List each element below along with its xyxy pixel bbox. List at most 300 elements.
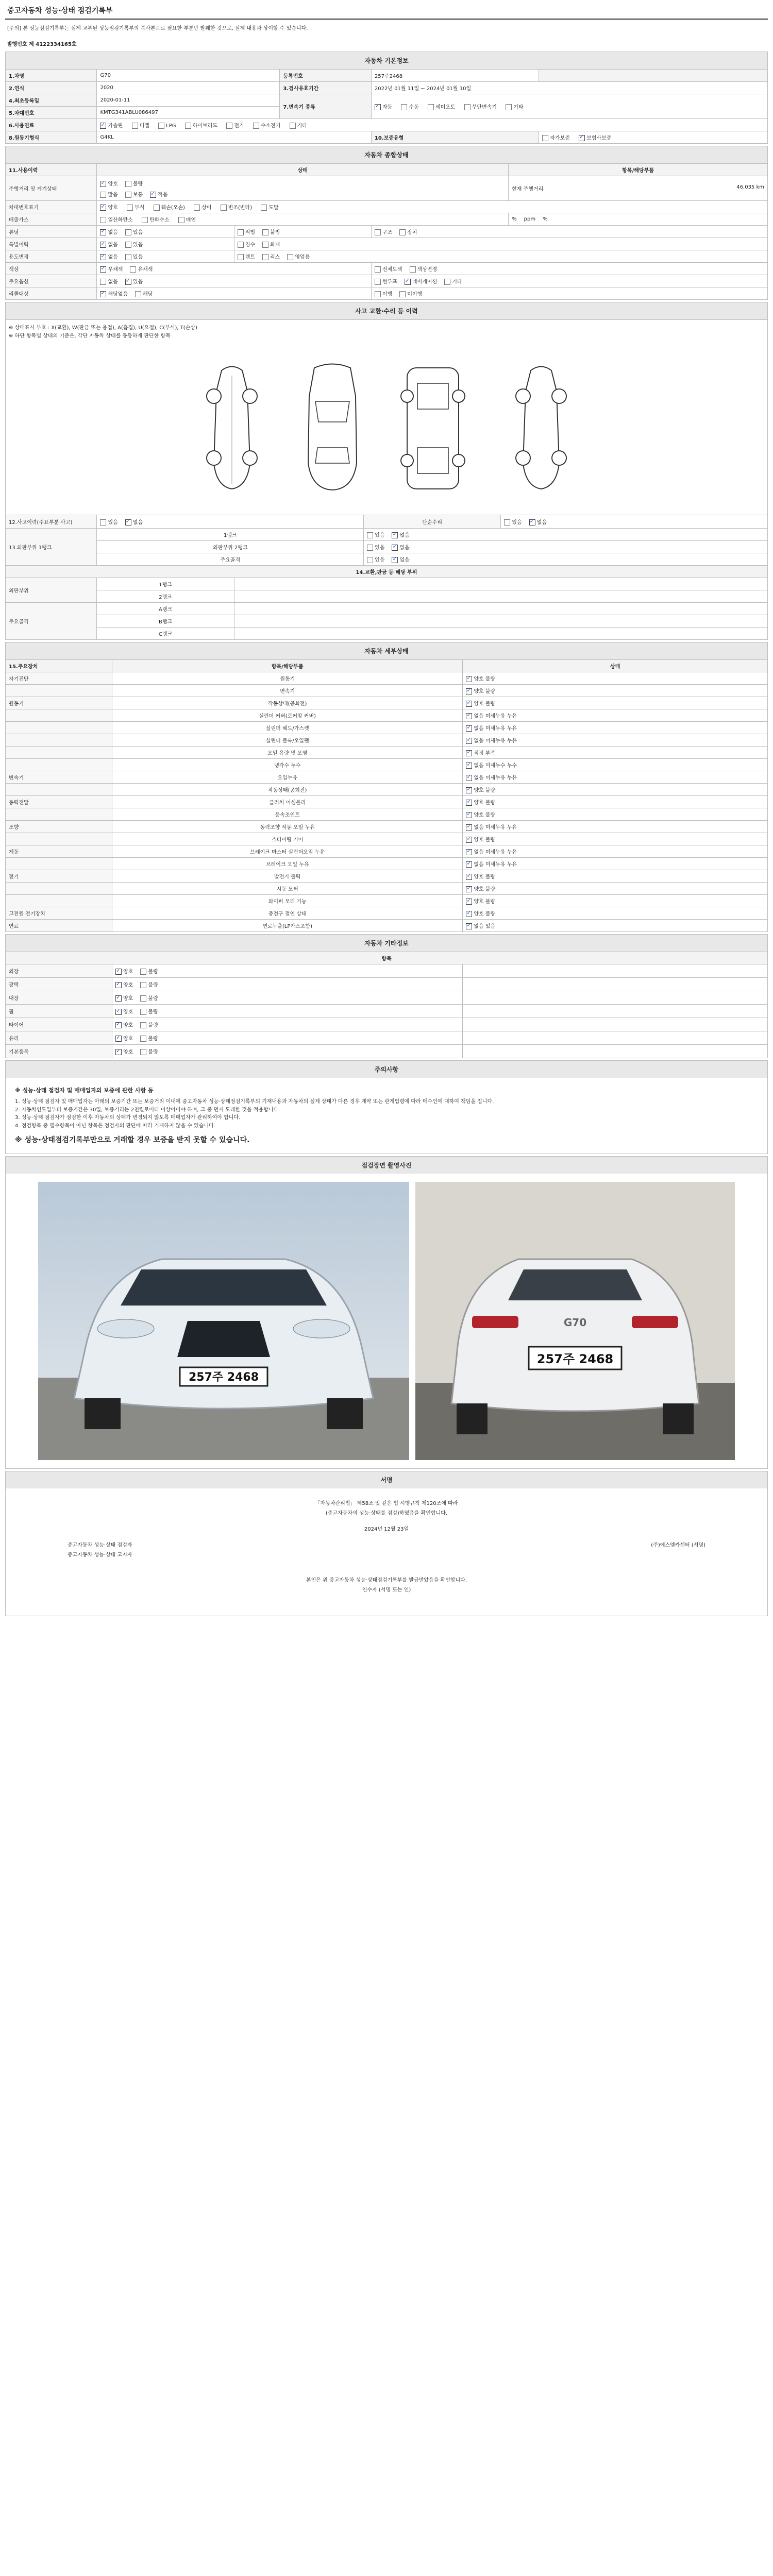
sign-parties xyxy=(6,1540,767,1560)
detail-state[interactable]: ✓ 없음 미세누유 누유 xyxy=(463,734,768,747)
fuel-hybrid-checkbox[interactable] xyxy=(185,123,191,129)
other-table xyxy=(5,952,768,1058)
section-detail-title: 자동차 세부상태 xyxy=(5,642,768,659)
table-row xyxy=(6,907,768,920)
period-label: 3.검사유효기간 xyxy=(280,82,371,94)
recall-label: 리콜대상 xyxy=(6,287,97,300)
other-item: 기본품목 xyxy=(6,1045,112,1058)
trans-auto-checkbox[interactable] xyxy=(375,104,381,110)
detail-item: 냉각수 누수 xyxy=(112,759,463,771)
acc-yes-checkbox[interactable] xyxy=(100,519,106,526)
trans-cvt-checkbox[interactable] xyxy=(464,104,470,110)
main-no-checkbox[interactable] xyxy=(392,557,398,563)
special-none-checkbox[interactable] xyxy=(100,242,106,248)
detail-item: 시동 모터 xyxy=(112,883,463,895)
warranty-self-checkbox[interactable] xyxy=(542,135,548,141)
color-change-checkbox[interactable] xyxy=(410,266,416,273)
f1-rank-label: 1랭크 xyxy=(97,529,364,541)
fuel-diesel-checkbox[interactable] xyxy=(132,123,138,129)
other-item: 내장 xyxy=(6,991,112,1005)
detail-state-checkbox[interactable] xyxy=(466,701,472,707)
other-state-checkbox[interactable] xyxy=(140,982,146,988)
basic-info-table xyxy=(5,69,768,144)
other-item: 유리 xyxy=(6,1031,112,1045)
detail-state[interactable]: ✓ 없음 미세누유 누유 xyxy=(463,722,768,734)
detail-state-checkbox[interactable] xyxy=(466,775,472,781)
detail-state-checkbox[interactable] xyxy=(466,861,472,868)
detail-state[interactable]: ✓ 양호 불량 xyxy=(463,697,768,709)
other-state-checkbox[interactable] xyxy=(140,1009,146,1015)
detail-group xyxy=(6,883,112,895)
general-h-state: 상태 xyxy=(97,164,509,176)
f2-yes-checkbox[interactable] xyxy=(367,545,373,551)
other-state[interactable]: ✓ 양호 불량 xyxy=(112,1031,463,1045)
detail-state-checkbox[interactable] xyxy=(466,750,472,756)
vinmark-label: 차대번호표기 xyxy=(6,201,97,213)
sign-recv-sign: 인수자 (서명 또는 인) xyxy=(362,1587,411,1593)
table-row xyxy=(6,759,768,771)
f1-options: 있음✓ 없음 xyxy=(364,529,768,541)
usage-lease-checkbox[interactable] xyxy=(262,254,268,260)
other-state[interactable]: ✓ 양호 불량 xyxy=(112,1045,463,1058)
rank-1-cells xyxy=(234,578,767,590)
detail-state[interactable]: ✓ 없음 미세누유 누유 xyxy=(463,821,768,833)
detail-item: 와이퍼 모터 기능 xyxy=(112,895,463,907)
table-row xyxy=(6,833,768,845)
special-fire-checkbox[interactable] xyxy=(262,242,268,248)
rank-1: 1랭크 xyxy=(97,578,234,590)
special-flood-checkbox[interactable] xyxy=(238,242,244,248)
other-notes xyxy=(463,1018,768,1031)
rank-a: A랭크 xyxy=(97,603,234,615)
detail-state-checkbox[interactable] xyxy=(466,812,472,818)
emission-hc-checkbox[interactable] xyxy=(142,217,148,223)
detail-state[interactable]: ✓ 양호 불량 xyxy=(463,883,768,895)
vinmark-opt-checkbox[interactable] xyxy=(261,205,267,211)
detail-state-checkbox[interactable] xyxy=(466,676,472,682)
document-page xyxy=(5,0,768,1616)
fuel-other-checkbox[interactable] xyxy=(290,123,296,129)
odometer-options: ✓양호 불량 많음 보통✓ 적음 xyxy=(97,176,509,201)
detail-group: 제동 xyxy=(6,845,112,858)
detail-state-checkbox[interactable] xyxy=(466,762,472,769)
other-state[interactable]: ✓ 양호 불량 xyxy=(112,991,463,1005)
detail-state-checkbox[interactable] xyxy=(466,713,472,719)
detail-state-checkbox[interactable] xyxy=(466,725,472,732)
emission-units: % ppm % xyxy=(509,213,768,226)
trans-semi-checkbox[interactable] xyxy=(428,104,434,110)
detail-item: 실린더 블록/오일팬 xyxy=(112,734,463,747)
other-state-checkbox[interactable] xyxy=(140,1049,146,1055)
table-row xyxy=(6,991,768,1005)
rank-a-cells xyxy=(234,603,767,615)
tuning-label: 튜닝 xyxy=(6,226,97,238)
detail-group: 고전원 전기장치 xyxy=(6,907,112,920)
fuel-lpg-checkbox[interactable] xyxy=(158,123,164,129)
main-frame-options: 있음✓ 없음 xyxy=(364,553,768,566)
section-sign-title: 서명 xyxy=(5,1471,768,1488)
detail-item: 작동상태(공회전) xyxy=(112,784,463,796)
general-h-item: 11.사용이력 xyxy=(6,164,97,176)
photos-box xyxy=(5,1174,768,1469)
tuning-yes-checkbox[interactable] xyxy=(125,229,131,235)
recall-yes-checkbox[interactable] xyxy=(135,291,141,297)
trans-manual-checkbox[interactable] xyxy=(401,104,407,110)
other-state-checkbox[interactable] xyxy=(140,1022,146,1028)
warranty-insurance-checkbox[interactable] xyxy=(579,135,585,141)
detail-group: 조향 xyxy=(6,821,112,833)
basic-spacer xyxy=(539,70,768,82)
repair-label: 단순수리 xyxy=(364,515,501,529)
usage-yes-checkbox[interactable] xyxy=(125,254,131,260)
detail-state[interactable]: ✓ 없음 미세누수 누수 xyxy=(463,759,768,771)
vinmark-opt-checkbox[interactable] xyxy=(221,205,227,211)
other-item: 외장 xyxy=(6,964,112,978)
repair-no-checkbox[interactable] xyxy=(529,519,535,526)
other-item: 광택 xyxy=(6,978,112,991)
vinmark-opt-checkbox[interactable] xyxy=(154,205,160,211)
table-row xyxy=(6,964,768,978)
trans-options: ✓ 자동 수동 세미오토 무단변속기 기타 xyxy=(371,94,767,119)
detail-state[interactable]: ✓ 양호 불량 xyxy=(463,808,768,821)
detail-state-checkbox[interactable] xyxy=(466,886,472,892)
section-cautions-title: 주의사항 xyxy=(5,1060,768,1078)
detail-state-checkbox[interactable] xyxy=(466,911,472,917)
accident-table xyxy=(5,515,768,640)
main-frame-label: 주요골격 xyxy=(97,553,364,566)
options-yes-checkbox[interactable] xyxy=(125,279,131,285)
f1-label: 13.외판부위 1랭크 xyxy=(6,529,97,566)
table-row xyxy=(6,734,768,747)
odo-many-checkbox[interactable] xyxy=(100,192,106,198)
other-state-checkbox[interactable] xyxy=(115,1022,122,1028)
recall-notdone-checkbox[interactable] xyxy=(399,291,406,297)
main-yes-checkbox[interactable] xyxy=(367,557,373,563)
options-type: 썬루프✓ 네비게이션 기타 xyxy=(371,275,767,287)
detail-table xyxy=(5,659,768,932)
other-state-checkbox[interactable] xyxy=(140,969,146,975)
rank-c-cells xyxy=(234,628,767,640)
tuning-illegal-checkbox[interactable] xyxy=(262,229,268,235)
color-achromatic-checkbox[interactable] xyxy=(100,266,106,273)
section-other-title: 자동차 기타정보 xyxy=(5,934,768,952)
detail-item: 발전기 출력 xyxy=(112,870,463,883)
other-notes xyxy=(463,1045,768,1058)
sign-date: 2024년 12월 23일 xyxy=(364,1526,409,1532)
special-yes-checkbox[interactable] xyxy=(125,242,131,248)
detail-state-checkbox[interactable] xyxy=(466,849,472,855)
sub-title: 14.교환,판금 등 해당 부위 xyxy=(6,566,768,578)
rank-2-cells xyxy=(234,590,767,603)
motor-label: 8.원동기형식 xyxy=(6,131,97,144)
other-state-checkbox[interactable] xyxy=(115,1036,122,1042)
fuel-hydrogen-checkbox[interactable] xyxy=(253,123,259,129)
vinmark-options: ✓ 양호 부식 훼손(오손) 상이 변조(변타) 도말 xyxy=(97,201,768,213)
detail-h2: 항목/해당부품 xyxy=(112,660,463,672)
detail-state-checkbox[interactable] xyxy=(466,800,472,806)
detail-item: 원동기 xyxy=(112,672,463,685)
svg-text:257주 2468: 257주 2468 xyxy=(188,1370,259,1384)
detail-group xyxy=(6,784,112,796)
color-full-checkbox[interactable] xyxy=(375,266,381,273)
sign-line1: 「자동차관리법」 제58조 및 같은 법 시행규칙 제120조에 따라 xyxy=(315,1500,458,1506)
detail-state[interactable]: ✓ 양호 불량 xyxy=(463,685,768,697)
detail-item: 오일누유 xyxy=(112,771,463,784)
acc-options: 있음✓ 없음 xyxy=(97,515,364,529)
odo-normal-checkbox[interactable] xyxy=(125,192,131,198)
other-item: 휠 xyxy=(6,1005,112,1018)
other-state-checkbox[interactable] xyxy=(140,995,146,1002)
detail-state[interactable]: ✓ 양호 불량 xyxy=(463,796,768,808)
fuel-options: ✓ 가솔린 디젤 LPG 하이브리드 전기 수소전기 기타 xyxy=(97,119,768,131)
detail-state[interactable]: ✓ 없음 미세누유 누유 xyxy=(463,858,768,870)
table-row xyxy=(6,870,768,883)
table-row xyxy=(6,1018,768,1031)
section-accident-title: 사고 교환·수리 등 이력 xyxy=(5,302,768,319)
other-state[interactable]: ✓ 양호 불량 xyxy=(112,978,463,991)
f1-no-checkbox[interactable] xyxy=(392,532,398,538)
usage-business-checkbox[interactable] xyxy=(287,254,293,260)
options-none-checkbox[interactable] xyxy=(100,279,106,285)
options-options: 없음✓ 있음 xyxy=(97,275,371,287)
other-item: 타이어 xyxy=(6,1018,112,1031)
usage-rent-checkbox[interactable] xyxy=(238,254,244,260)
general-h-notes: 항목/해당부품 xyxy=(509,164,768,176)
car-side-view-icon xyxy=(191,360,273,494)
f2-options: 있음✓ 없음 xyxy=(364,541,768,553)
notice-text: [주의] 본 성능점검기록부는 실제 교부된 성능점검기록부의 복사본으로 필요한 부분만 발췌한 것으로, 실제 내용과 상이할 수 있습니다. xyxy=(7,26,308,31)
other-h-item: 항목 xyxy=(6,952,768,964)
color-chromatic-checkbox[interactable] xyxy=(130,266,136,273)
fuel-electric-checkbox[interactable] xyxy=(226,123,232,129)
other-state-checkbox[interactable] xyxy=(115,982,122,988)
detail-item: 스티어링 기어 xyxy=(112,833,463,845)
accident-diagram-box xyxy=(5,319,768,515)
car-top-view-icon xyxy=(299,360,366,494)
sign-box xyxy=(5,1488,768,1616)
vinmark-opt-checkbox[interactable] xyxy=(100,205,106,211)
svg-text:257주 2468: 257주 2468 xyxy=(536,1351,614,1366)
general-state-table xyxy=(5,163,768,300)
fuel-label: 6.사용연료 xyxy=(6,119,97,131)
table-row xyxy=(6,672,768,685)
detail-state[interactable]: ✓ 양호 불량 xyxy=(463,895,768,907)
sign-line2: (중고자동차의 성능·상태를 점검)하였음을 확인합니다. xyxy=(325,1510,448,1516)
table-row xyxy=(6,747,768,759)
sign-company: (주)에스엠카센터 (서명) xyxy=(651,1542,705,1548)
options-navi-checkbox[interactable] xyxy=(405,279,411,285)
period-value: 2022년 01월 11일 ~ 2024년 01월 10일 xyxy=(371,82,767,94)
detail-item: 동력조향 작동 오일 누유 xyxy=(112,821,463,833)
vinmark-opt-checkbox[interactable] xyxy=(127,205,133,211)
other-state[interactable]: ✓ 양호 불량 xyxy=(112,1018,463,1031)
rank-b: B랭크 xyxy=(97,615,234,628)
cautions-heading: ※ 성능·상태 점검자 및 매매업자의 보증에 관한 사항 등 xyxy=(15,1087,154,1094)
special-label: 특별이력 xyxy=(6,238,97,250)
detail-group: 변속기 xyxy=(6,771,112,784)
emission-co-checkbox[interactable] xyxy=(100,217,106,223)
rank-c: C랭크 xyxy=(97,628,234,640)
repair-yes-checkbox[interactable] xyxy=(504,519,510,526)
usage-type: 렌트 리스 영업용 xyxy=(234,250,767,263)
detail-state-checkbox[interactable] xyxy=(466,688,472,694)
warranty-label: 10.보증유형 xyxy=(371,131,539,144)
detail-group: 전기 xyxy=(6,870,112,883)
detail-group: 연료 xyxy=(6,920,112,932)
special-type: 침수 화재 xyxy=(234,238,767,250)
document-number: 발행번호 제 4122334165호 xyxy=(7,42,77,47)
detail-state-checkbox[interactable] xyxy=(466,874,472,880)
regno-label: 등록번호 xyxy=(280,70,371,82)
options-other-checkbox[interactable] xyxy=(444,279,450,285)
usage-none-checkbox[interactable] xyxy=(100,254,106,260)
section-photos-title: 점검장면 촬영사진 xyxy=(5,1156,768,1174)
odo-few-checkbox[interactable] xyxy=(150,192,156,198)
sign-receiver: 본인은 위 중고자동차 성능·상태점검기록부를 발급받았음을 확인합니다. xyxy=(306,1577,467,1583)
detail-state-checkbox[interactable] xyxy=(466,923,472,929)
outer-label: 외판부위 xyxy=(6,578,97,603)
detail-item: 등속조인트 xyxy=(112,808,463,821)
odometer-km: 46,035 km xyxy=(736,184,764,190)
recall-status: 이행 미이행 xyxy=(371,287,767,300)
detail-item: 연료누출(LP가스포함) xyxy=(112,920,463,932)
detail-group xyxy=(6,759,112,771)
f1-yes-checkbox[interactable] xyxy=(367,532,373,538)
section-general-title: 자동차 종합상태 xyxy=(5,146,768,163)
recall-done-checkbox[interactable] xyxy=(375,291,381,297)
year-value: 2020 xyxy=(97,82,280,94)
detail-group xyxy=(6,895,112,907)
other-state-checkbox[interactable] xyxy=(140,1036,146,1042)
detail-state-checkbox[interactable] xyxy=(466,824,472,831)
detail-state-checkbox[interactable] xyxy=(466,787,472,793)
table-row xyxy=(6,858,768,870)
f2-no-checkbox[interactable] xyxy=(392,545,398,551)
odometer-reading: 현재 주행거리 46,035 km xyxy=(509,176,768,201)
firstreg-value: 2020-01-11 xyxy=(97,94,280,107)
caution-p2: 2. 자동차인도일부터 보증기간은 30일, 보증거리는 2천킬로미터 이상이어야 하며, 그 중 먼저 도래한 것을 적용합니다. xyxy=(15,1107,280,1113)
detail-group: 동력전달 xyxy=(6,796,112,808)
rank-b-cells xyxy=(234,615,767,628)
detail-state-checkbox[interactable] xyxy=(466,738,472,744)
detail-state[interactable]: ✓ 없음 미세누유 누유 xyxy=(463,709,768,722)
table-row xyxy=(6,808,768,821)
detail-group xyxy=(6,808,112,821)
table-row xyxy=(6,697,768,709)
table-row xyxy=(6,771,768,784)
acc-label: 12.사고이력(주요부분 사고) xyxy=(6,515,97,529)
tuning-struct-checkbox[interactable] xyxy=(375,229,381,235)
options-sunroof-checkbox[interactable] xyxy=(375,279,381,285)
tuning-options: ✓ 없음 있음 xyxy=(97,226,234,238)
emission-label: 배출가스 xyxy=(6,213,97,226)
vin-label: 5.차대번호 xyxy=(6,107,97,119)
trans-other-checkbox[interactable] xyxy=(506,104,512,110)
other-state[interactable]: ✓ 양호 불량 xyxy=(112,964,463,978)
motor-value: G4KL xyxy=(97,131,371,144)
detail-item: 브레이크 마스터 실린더오일 누유 xyxy=(112,845,463,858)
odo-good-checkbox[interactable] xyxy=(100,181,106,187)
acc-no-checkbox[interactable] xyxy=(125,519,131,526)
f2-label: 외판부위 2랭크 xyxy=(97,541,364,553)
detail-group xyxy=(6,734,112,747)
tuning-legal: 적법 불법 xyxy=(234,226,371,238)
caution-p4: 4. 점검항목 중 필수항목이 아닌 항목은 점검자의 판단에 따라 기재하지 않을 수 있습니다. xyxy=(15,1123,215,1129)
table-row xyxy=(6,1031,768,1045)
detail-state-checkbox[interactable] xyxy=(466,899,472,905)
detail-state[interactable]: ✓ 양호 불량 xyxy=(463,833,768,845)
detail-state[interactable]: ✓ 양호 불량 xyxy=(463,870,768,883)
caution-big-note: ※ 성능·상태점검기록부만으로 거래할 경우 보증을 받지 못할 수 있습니다. xyxy=(15,1136,250,1145)
caution-p1: 1. 성능·상태 점검자 및 매매업자는 아래의 보증기간 또는 보증거리 이내에 중고자동차 성능·상태점검기록부의 기재내용과 자동차의 실제 상태가 다른 경우 계약 또는 관계법령에 따라 매수인에 대하여 책임을 집니다. xyxy=(15,1099,494,1105)
detail-state[interactable]: ✓ 적정 부족 xyxy=(463,747,768,759)
detail-item: 클러치 어셈블리 xyxy=(112,796,463,808)
emission-options: 일산화탄소 탄화수소 매연 xyxy=(97,213,509,226)
table-row xyxy=(6,883,768,895)
detail-rows xyxy=(6,672,768,932)
detail-item: 오일 유량 및 오염 xyxy=(112,747,463,759)
color-paint: 전체도색 색상변경 xyxy=(371,263,767,275)
tuning-device-checkbox[interactable] xyxy=(399,229,406,235)
other-state-checkbox[interactable] xyxy=(115,995,122,1002)
other-notes xyxy=(463,964,768,978)
car-name-value: G70 xyxy=(97,70,280,82)
detail-state[interactable]: ✓ 없음 미세누유 누유 xyxy=(463,845,768,858)
table-row xyxy=(6,978,768,991)
fuel-gasoline-checkbox[interactable] xyxy=(100,123,106,129)
other-notes xyxy=(463,991,768,1005)
other-state-checkbox[interactable] xyxy=(115,1049,122,1055)
detail-state[interactable]: ✓ 양호 불량 xyxy=(463,907,768,920)
frame-label: 주요골격 xyxy=(6,603,97,640)
detail-state[interactable]: ✓ 양호 불량 xyxy=(463,672,768,685)
detail-h3: 상태 xyxy=(463,660,768,672)
detail-state[interactable]: ✓ 없음 있음 xyxy=(463,920,768,932)
detail-h1: 15.주요장치 xyxy=(6,660,112,672)
trans-label: 7.변속기 종류 xyxy=(280,94,371,119)
detail-group: 원동기 xyxy=(6,697,112,709)
sign-seller: 중고자동차 성능·상태 고지자 xyxy=(68,1552,132,1558)
car-diagram xyxy=(6,345,767,515)
svg-text:G70: G70 xyxy=(563,1316,587,1329)
table-row xyxy=(6,895,768,907)
emission-smoke-checkbox[interactable] xyxy=(178,217,184,223)
special-options: ✓ 없음 있음 xyxy=(97,238,234,250)
other-notes xyxy=(463,1005,768,1018)
table-row xyxy=(6,709,768,722)
caution-p3: 3. 성능·상태 점검자가 점검한 이후 자동차의 상태가 변경되지 않도록 매매업자가 관리하여야 합니다. xyxy=(15,1115,241,1121)
other-state[interactable]: ✓ 양호 불량 xyxy=(112,1005,463,1018)
accident-legend: ※ 상태표시 부호 : X(교환), W(판금 또는 용접), A(흠집), U(요철), C(부식), T(손상) ※ 하단 항목별 상태의 기준은, 각단 자동차 상태를 동등하게 판단한 항목 xyxy=(9,325,197,339)
rank-2: 2랭크 xyxy=(97,590,234,603)
section-basic-title: 자동차 기본정보 xyxy=(5,52,768,69)
table-row xyxy=(6,722,768,734)
sign-inspector: 중고자동차 성능·상태 점검자 xyxy=(68,1542,132,1548)
table-row xyxy=(6,1005,768,1018)
detail-group xyxy=(6,747,112,759)
odometer-label: 주행거리 및 계기상태 xyxy=(6,176,97,201)
detail-state-checkbox[interactable] xyxy=(466,837,472,843)
recall-none-checkbox[interactable] xyxy=(100,291,106,297)
odo-bad-checkbox[interactable] xyxy=(125,181,131,187)
vinmark-opt-checkbox[interactable] xyxy=(194,205,200,211)
other-state-checkbox[interactable] xyxy=(115,1009,122,1015)
other-state-checkbox[interactable] xyxy=(115,969,122,975)
detail-state[interactable]: ✓ 양호 불량 xyxy=(463,784,768,796)
tuning-legal-checkbox[interactable] xyxy=(238,229,244,235)
tuning-none-checkbox[interactable] xyxy=(100,229,106,235)
detail-state[interactable]: ✓ 없음 미세누유 누유 xyxy=(463,771,768,784)
